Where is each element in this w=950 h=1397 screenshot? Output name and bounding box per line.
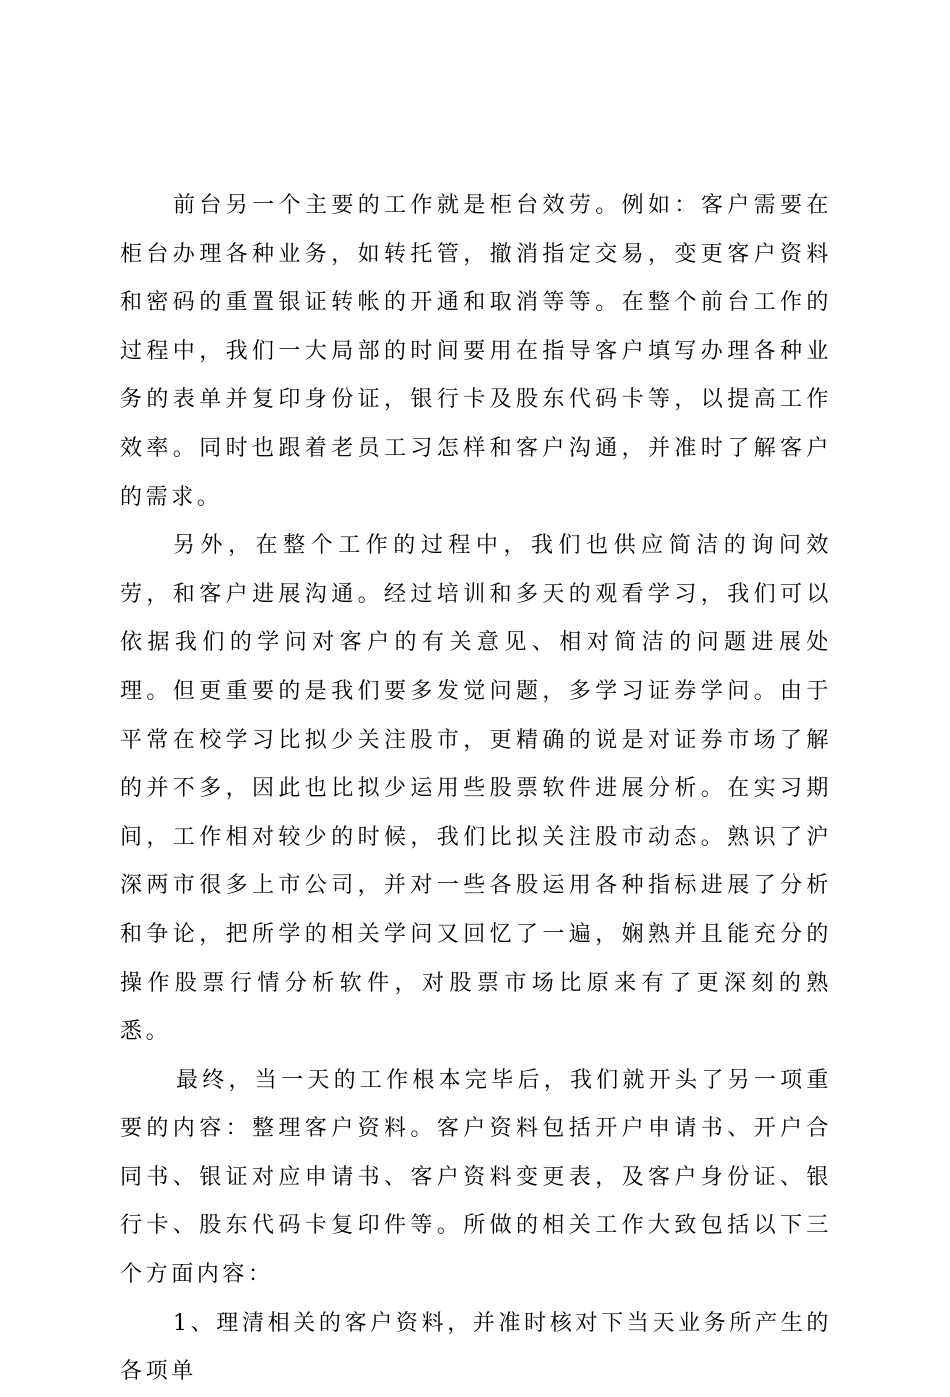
- paragraph-consulting-service: 另外，在整个工作的过程中，我们也供应简洁的询问效劳，和客户进展沟通。经过培训和多天的观看学习，我们可以依据我们的学问对客户的有关意见、相对简洁的问题进展处理。但更重要的是我们要多发觉问题，多学习证券学问。由于平常在校学习比拟少关注股市，更精确的说是对证券市场了解的并不多，因此也比拟少运用些股票软件进展分析。在实习期间，工作相对较少的时候，我们比拟关注股市动态。熟识了沪深两市很多上市公司，并对一些各股运用各种指标进展了分析和争论，把所学的相关学问又回忆了一遍，娴熟并且能充分的操作股票行情分析软件，对股票市场比原来有了更深刻的熟悉。: [120, 533, 832, 1045]
- paragraph-counter-service: 前台另一个主要的工作就是柜台效劳。例如：客户需要在柜台办理各种业务，如转托管，撤消指定交易，变更客户资料和密码的重置银证转帐的开通和取消等等。在整个前台工作的过程中，我们一大局部的时间要用在指导客户填写办理各种业务的表单并复印身份证，银行卡及股东代码卡等，以提高工作效率。同时也跟着老员工习怎样和客户沟通，并准时了解客户的需求。: [120, 193, 832, 510]
- paragraph-client-records: 最终，当一天的工作根本完毕后，我们就开头了另一项重要的内容：整理客户资料。客户资料包括开户申请书、开户合同书、银证对应申请书、客户资料变更表，及客户身份证、银行卡、股东代码卡复印件等。所做的相关工作大致包括以下三个方面内容：: [120, 1067, 832, 1288]
- document-body: [120, 182, 832, 1397]
- paragraph-list-item-1: 1、理清相关的客户资料，并准时核对下当天业务所产生的各项单: [120, 1310, 832, 1385]
